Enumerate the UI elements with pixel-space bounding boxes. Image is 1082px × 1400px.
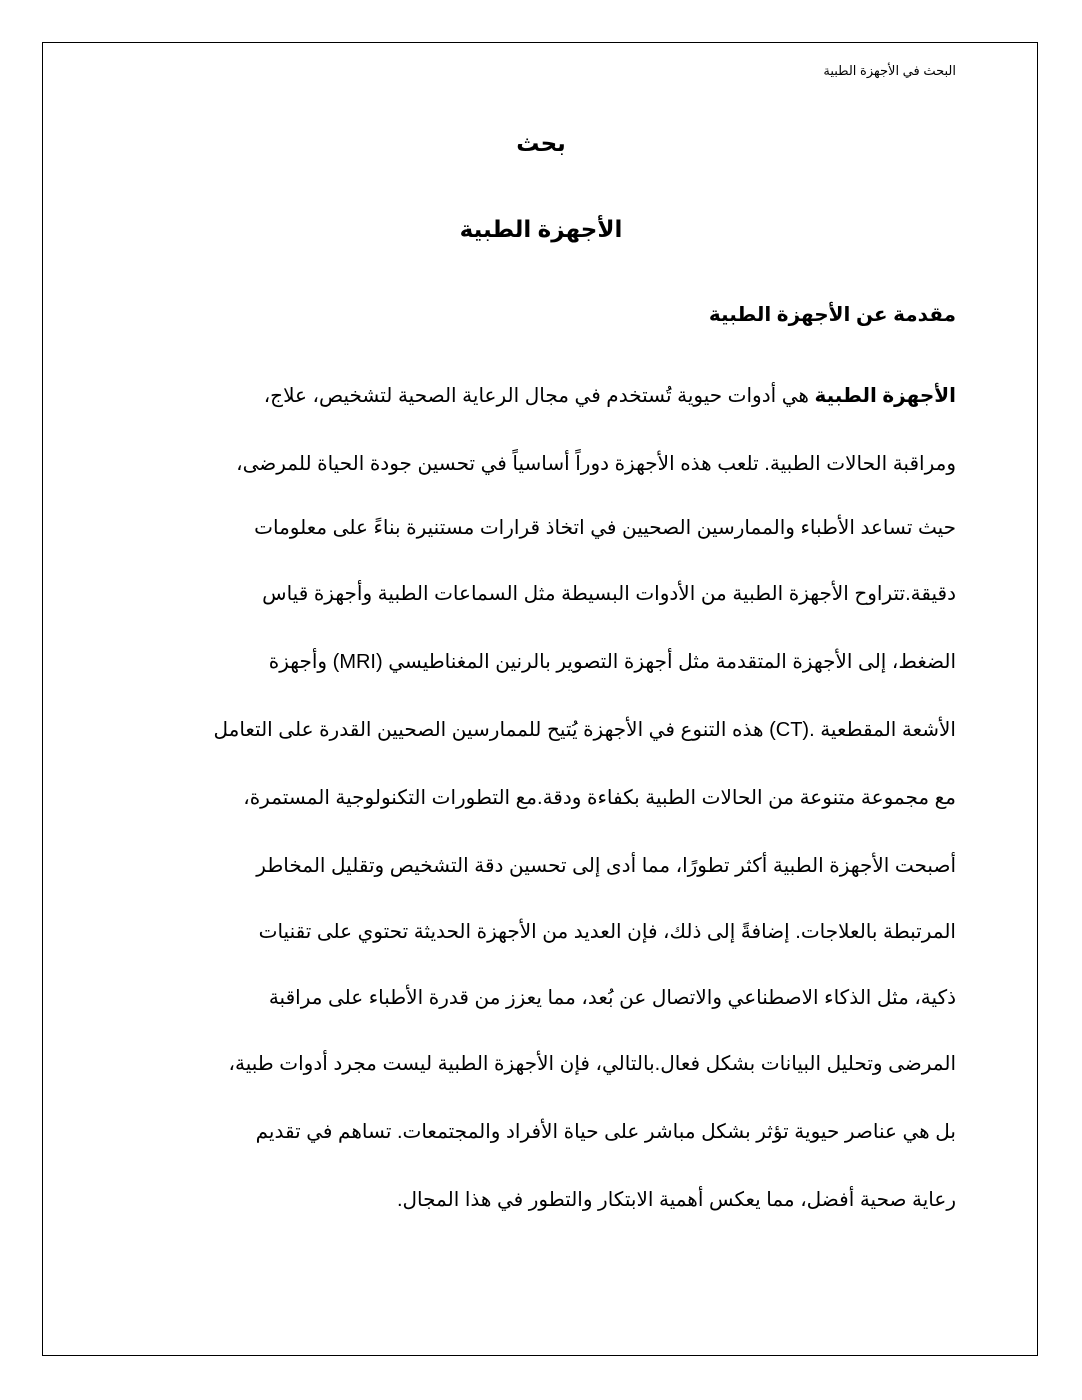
paragraph-line: أصبحت الأجهزة الطبية أكثر تطورًا، مما أدى إلى تحسين دقة التشخيص وتقليل المخاطر bbox=[256, 855, 956, 877]
paragraph-line: المرضى وتحليل البيانات بشكل فعال.بالتالي، فإن الأجهزة الطبية ليست مجرد أدوات طبية، bbox=[228, 1053, 956, 1075]
paragraph-line: دقيقة.تتراوح الأجهزة الطبية من الأدوات البسيطة مثل السماعات الطبية وأجهزة قياس bbox=[262, 583, 956, 605]
paragraph-line bbox=[264, 382, 956, 410]
paragraph-line: ومراقبة الحالات الطبية. تلعب هذه الأجهزة دوراً أساسياً في تحسين جودة الحياة للمرضى، bbox=[236, 453, 956, 475]
paragraph-line: حيث تساعد الأطباء والممارسين الصحيين في اتخاذ قرارات مستنيرة بناءً على معلومات bbox=[254, 517, 956, 539]
running-header: البحث في الأجهزة الطبية bbox=[823, 63, 956, 78]
section-heading: مقدمة عن الأجهزة الطبية bbox=[708, 304, 956, 326]
paragraph-line: الأشعة المقطعية .(CT) هذه التنوع في الأجهزة يُتيح للممارسين الصحيين القدرة على التعامل bbox=[213, 719, 956, 741]
document-title: بحث bbox=[516, 130, 566, 156]
paragraph-line: رعاية صحية أفضل، مما يعكس أهمية الابتكار والتطور في هذا المجال. bbox=[396, 1189, 956, 1211]
paragraph-line: الضغط، إلى الأجهزة المتقدمة مثل أجهزة التصوير بالرنين المغناطيسي (MRI) وأجهزة bbox=[268, 651, 956, 673]
paragraph-line-text: هي أدوات حيوية تُستخدم في مجال الرعاية الصحية لتشخيص، علاج، bbox=[263, 385, 815, 407]
paragraph-line: المرتبطة بالعلاجات. إضافةً إلى ذلك، فإن العديد من الأجهزة الحديثة تحتوي على تقنيات bbox=[258, 921, 956, 943]
document-subtitle: الأجهزة الطبية bbox=[459, 216, 623, 242]
paragraph-line: ذكية، مثل الذكاء الاصطناعي والاتصال عن بُعد، مما يعزز من قدرة الأطباء على مراقبة bbox=[268, 987, 956, 1009]
paragraph-line: مع مجموعة متنوعة من الحالات الطبية بكفاءة ودقة.مع التطورات التكنولوجية المستمرة، bbox=[243, 787, 956, 809]
paragraph-line: بل هي عناصر حيوية تؤثر بشكل مباشر على حياة الأفراد والمجتمعات. تساهم في تقديم bbox=[255, 1121, 956, 1143]
paragraph-lead-term: الأجهزة الطبية bbox=[814, 385, 956, 407]
